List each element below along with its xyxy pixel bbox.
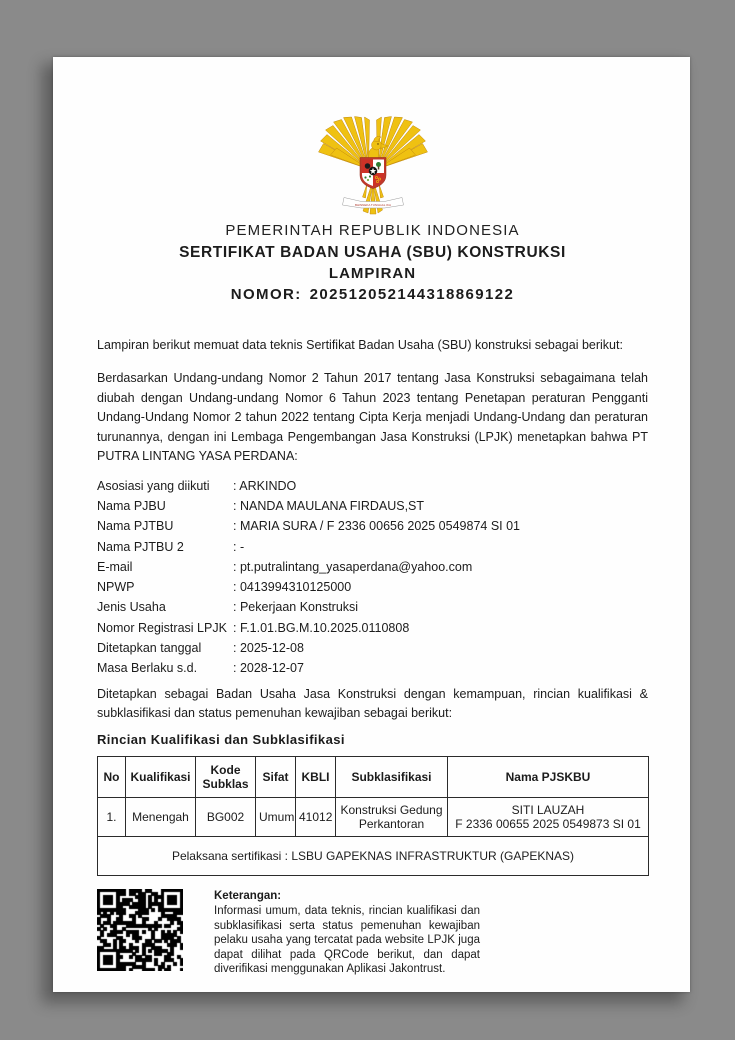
keterangan-section (97, 889, 648, 977)
certificate-content (97, 57, 648, 977)
keterangan-text (214, 889, 480, 977)
col-header-no: No (98, 757, 126, 798)
cell-subklasifikasi: Konstruksi Gedung Perkantoran (336, 798, 448, 837)
cell-nama-pjskbu (448, 798, 649, 837)
detail-label: Nama PJBU (97, 498, 166, 513)
legal-paragraph: Berdasarkan Undang-undang Nomor 2 Tahun 2017 tentang Jasa Konstruksi sebagaimana telah diubah dengan Undang-undang Nomor 6 Tahun 2023 tentang Penetapan peraturan Pengganti Undang-Undang Nomor 2 tahun 2022 tentang Cipta Kerja menjadi Undang-Undang dan peraturan turunannya, dengan ini Lembaga Pengembangan Jasa Konstruksi (LPJK) menetapkan bahwa PT PUTRA LINTANG YASA PERDANA: (97, 371, 648, 463)
col-header-kualifikasi: Kualifikasi (126, 757, 196, 798)
detail-label: Ditetapkan tanggal (97, 641, 202, 656)
detail-row-asosiasi (97, 476, 648, 496)
col-header-subklasifikasi: Subklasifikasi (336, 757, 448, 798)
detail-row-jenis-usaha (97, 597, 648, 617)
detail-label: Asosiasi yang diikuti (97, 478, 210, 493)
table-footer-note: Pelaksana sertifikasi : LSBU GAPEKNAS INFRASTRUKTUR (GAPEKNAS) (98, 837, 649, 876)
detail-value: : - (233, 540, 648, 554)
qualification-table (97, 756, 649, 876)
certificate-page (53, 57, 690, 992)
cell-kbli: 41012 (296, 798, 336, 837)
attachment-title: LAMPIRAN (328, 265, 417, 282)
qualification-paragraph: Ditetapkan sebagai Badan Usaha Jasa Konstruksi dengan kemampuan, rincian kualifikasi & subklasifikasi dan status pemenuhan kewajiban sebagai berikut: (97, 687, 648, 721)
detail-label: E-mail (97, 559, 133, 574)
emblem-container (97, 116, 648, 218)
table-header-row (98, 757, 649, 798)
keterangan-title: Keterangan: (214, 890, 282, 903)
table-footer-row (98, 837, 649, 876)
table-row (98, 798, 649, 837)
detail-row-masa-berlaku (97, 658, 648, 678)
detail-row-nama-pjtbu-2 (97, 536, 648, 556)
col-header-nama-pjskbu: Nama PJSKBU (448, 757, 649, 798)
detail-label: Nama PJTBU (97, 519, 174, 534)
detail-value: : 2025-12-08 (233, 641, 648, 655)
section-title: Rincian Kualifikasi dan Subklasifikasi (97, 732, 345, 748)
government-title: PEMERINTAH REPUBLIK INDONESIA (225, 222, 520, 239)
detail-row-email (97, 557, 648, 577)
col-header-kode-subklas: Kode Subklas (196, 757, 256, 798)
cell-kualifikasi: Menengah (126, 798, 196, 837)
col-header-sifat: Sifat (256, 757, 296, 798)
qr-code (97, 889, 183, 971)
intro-paragraph: Lampiran berikut memuat data teknis Sertifikat Badan Usaha (SBU) konstruksi sebagai berikut: (97, 338, 623, 352)
detail-row-npwp (97, 577, 648, 597)
pjskbu-name: SITI LAUZAH (511, 803, 585, 818)
detail-row-nomor-registrasi (97, 618, 648, 638)
detail-value: : 0413994310125000 (233, 580, 648, 594)
number-label: NOMOR: (230, 286, 302, 303)
number-value: 202512052144318869122 (309, 286, 515, 303)
detail-label: Masa Berlaku s.d. (97, 661, 198, 676)
detail-label: Nomor Registrasi LPJK (97, 620, 227, 635)
detail-label: Jenis Usaha (97, 600, 166, 615)
col-header-kbli: KBLI (296, 757, 336, 798)
emblem-motto: BHINNEKA TUNGGAL IKA (354, 203, 391, 207)
detail-label: NPWP (97, 580, 135, 595)
detail-value: : NANDA MAULANA FIRDAUS,ST (233, 499, 648, 513)
detail-value: : 2028-12-07 (233, 661, 648, 675)
cell-no: 1. (98, 798, 126, 837)
details-list (97, 476, 648, 679)
detail-value: : ARKINDO (233, 479, 648, 493)
cell-sifat: Umum (256, 798, 296, 837)
detail-row-ditetapkan-tanggal (97, 638, 648, 658)
detail-value: : Pekerjaan Konstruksi (233, 600, 648, 614)
detail-value: : MARIA SURA / F 2336 00656 2025 0549874 SI 01 (233, 519, 648, 533)
detail-value: : pt.putralintang_yasaperdana@yahoo.com (233, 560, 648, 574)
certificate-title: SERTIFIKAT BADAN USAHA (SBU) KONSTRUKSI (179, 244, 566, 261)
certificate-number (97, 285, 648, 305)
cell-kode-subklas: BG002 (196, 798, 256, 837)
pjskbu-code: F 2336 00655 2025 0549873 SI 01 (455, 817, 641, 832)
detail-row-nama-pjbu (97, 496, 648, 516)
keterangan-body: Informasi umum, data teknis, rincian kualifikasi dan subklasifikasi serta status pemenuhan kewajiban pelaku usaha yang tercatat pada website LPJK juga dapat dilihat pada QRCode berikut, dan dapat diverifikasi menggunakan Aplikasi Jakontrust. (214, 905, 480, 976)
detail-value: : F.1.01.BG.M.10.2025.0110808 (233, 621, 648, 635)
garuda-pancasila-icon (314, 116, 432, 216)
detail-row-nama-pjtbu (97, 516, 648, 536)
detail-label: Nama PJTBU 2 (97, 539, 184, 554)
